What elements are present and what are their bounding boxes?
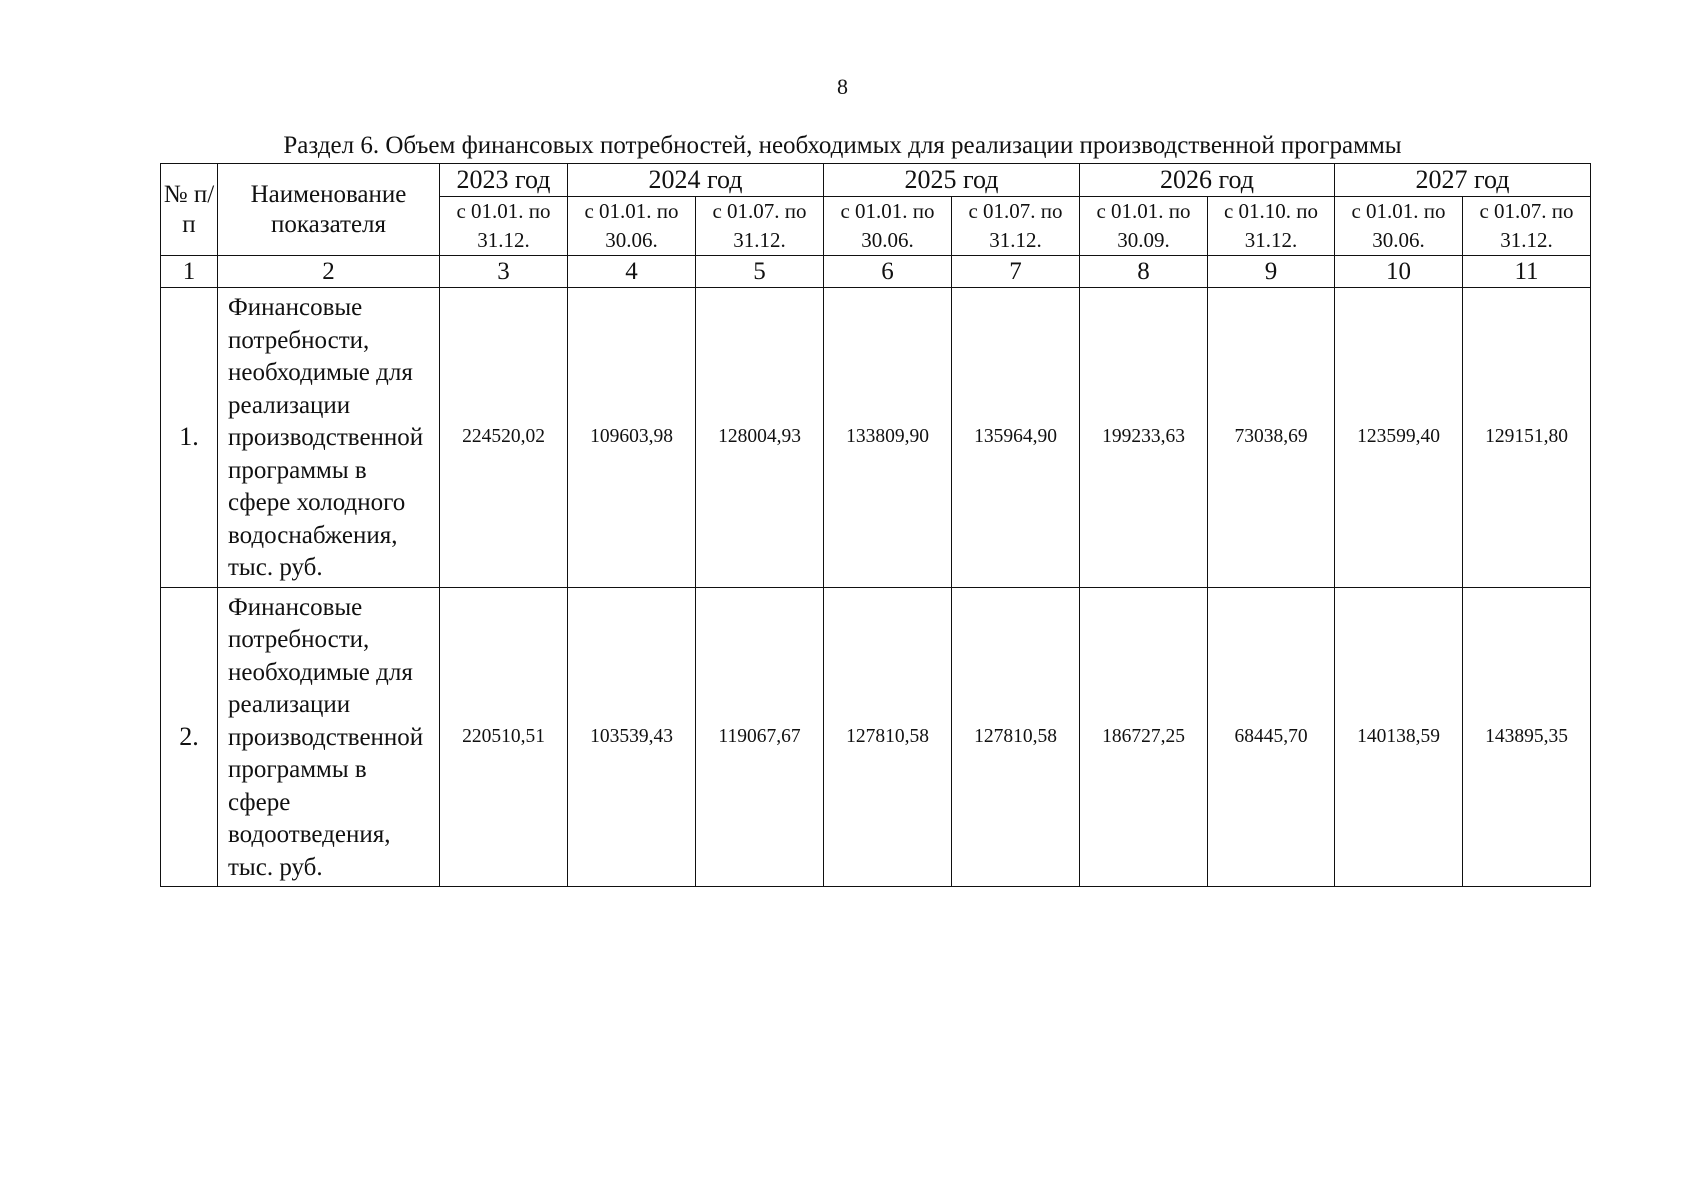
column-number: 1 (161, 256, 218, 288)
header-year-2023: 2023 год (440, 164, 568, 197)
table-row (161, 288, 1591, 588)
header-period: с 01.01. по 30.06. (1335, 197, 1463, 256)
row-value: 119067,67 (696, 587, 824, 887)
section-title: Раздел 6. Объем финансовых потребностей, необходимых для реализации производственной программы (283, 132, 1402, 159)
header-period: с 01.01. по 30.09. (1080, 197, 1208, 256)
column-number: 9 (1208, 256, 1335, 288)
page-number: 8 (837, 74, 848, 99)
header-no: № п/п (161, 164, 218, 256)
column-number: 5 (696, 256, 824, 288)
column-number: 6 (824, 256, 952, 288)
row-number: 2. (161, 587, 218, 887)
row-value: 143895,35 (1463, 587, 1591, 887)
column-numbers-row (161, 256, 1591, 288)
row-value: 199233,63 (1080, 288, 1208, 588)
header-period: с 01.07. по 31.12. (696, 197, 824, 256)
column-number: 4 (568, 256, 696, 288)
row-value: 128004,93 (696, 288, 824, 588)
row-value: 133809,90 (824, 288, 952, 588)
row-value: 186727,25 (1080, 587, 1208, 887)
header-period: с 01.01. по 30.06. (568, 197, 696, 256)
row-value: 135964,90 (952, 288, 1080, 588)
row-indicator-name: Финансовые потребности, необходимые для реализации производственной программы в сфере холодного водоснабжения, тыс. руб. (218, 288, 440, 588)
header-year-2027: 2027 год (1335, 164, 1591, 197)
row-value: 103539,43 (568, 587, 696, 887)
column-number: 7 (952, 256, 1080, 288)
row-value: 109603,98 (568, 288, 696, 588)
row-value: 129151,80 (1463, 288, 1591, 588)
header-year-2025: 2025 год (824, 164, 1080, 197)
header-year-2026: 2026 год (1080, 164, 1335, 197)
row-value: 140138,59 (1335, 587, 1463, 887)
financial-needs-table (160, 163, 1591, 887)
column-number: 2 (218, 256, 440, 288)
header-year-2024: 2024 год (568, 164, 824, 197)
row-value: 68445,70 (1208, 587, 1335, 887)
row-indicator-name: Финансовые потребности, необходимые для реализации производственной программы в сфере водоотведения, тыс. руб. (218, 587, 440, 887)
row-value: 127810,58 (952, 587, 1080, 887)
row-number: 1. (161, 288, 218, 588)
header-name: Наименование показателя (218, 164, 440, 256)
header-period: с 01.01. по 30.06. (824, 197, 952, 256)
header-period: с 01.10. по 31.12. (1208, 197, 1335, 256)
column-number: 3 (440, 256, 568, 288)
header-period: с 01.01. по 31.12. (440, 197, 568, 256)
row-value: 220510,51 (440, 587, 568, 887)
header-years-row (161, 164, 1591, 197)
column-number: 10 (1335, 256, 1463, 288)
header-period: с 01.07. по 31.12. (952, 197, 1080, 256)
column-number: 8 (1080, 256, 1208, 288)
row-value: 123599,40 (1335, 288, 1463, 588)
column-number: 11 (1463, 256, 1591, 288)
row-value: 224520,02 (440, 288, 568, 588)
row-value: 127810,58 (824, 587, 952, 887)
table-row (161, 587, 1591, 887)
header-period: с 01.07. по 31.12. (1463, 197, 1591, 256)
row-value: 73038,69 (1208, 288, 1335, 588)
